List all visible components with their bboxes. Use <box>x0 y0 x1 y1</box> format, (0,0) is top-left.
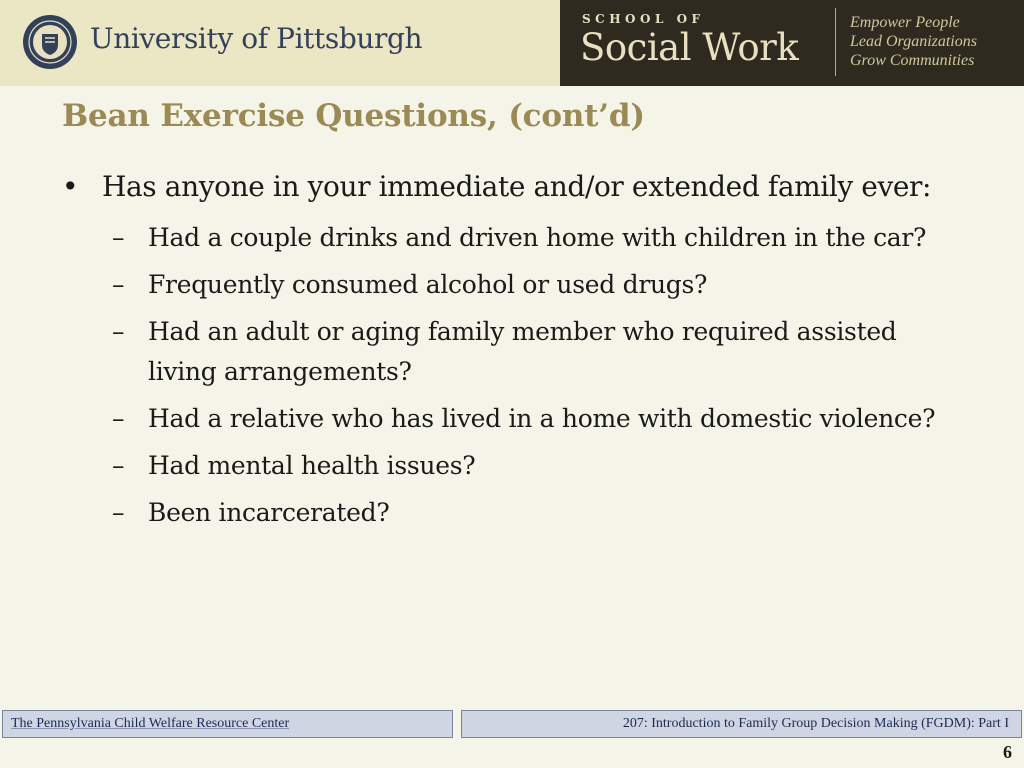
sub-bullet-mark: – <box>112 404 125 433</box>
bullet-item <box>62 166 982 208</box>
sub-bullet-item <box>112 399 982 439</box>
tagline-line: Grow Communities <box>850 52 975 69</box>
slide-title: Bean Exercise Questions, (cont’d) <box>62 98 645 134</box>
school-of-label: SCHOOL OF <box>582 12 705 26</box>
header-divider <box>835 8 836 76</box>
school-name: Social Work <box>580 26 799 69</box>
sub-bullet-mark: – <box>112 451 125 480</box>
sub-bullet-item <box>112 446 982 486</box>
sub-bullet-text: Had a couple drinks and driven home with children in the car? <box>148 223 927 252</box>
sub-bullet-text: Had an adult or aging family member who required assisted living arrangements? <box>148 317 897 386</box>
footer-organization-text: The Pennsylvania Child Welfare Resource Center <box>11 716 290 731</box>
school-tagline <box>850 13 977 70</box>
footer-course-title: 207: Introduction to Family Group Decision Making (FGDM): Part I <box>461 710 1022 738</box>
sub-bullet-item <box>112 312 982 392</box>
sub-bullet-mark: – <box>112 317 125 346</box>
slide-content <box>62 166 982 540</box>
university-name: University of Pittsburgh <box>90 22 423 55</box>
tagline-line: Empower People <box>850 14 960 31</box>
sub-bullet-item <box>112 493 982 533</box>
university-header <box>0 0 560 86</box>
sub-bullet-text: Had a relative who has lived in a home with domestic violence? <box>148 404 936 433</box>
sub-bullet-mark: – <box>112 223 125 252</box>
university-seal-icon <box>22 14 78 70</box>
sub-bullet-item <box>112 218 982 258</box>
sub-bullet-mark: – <box>112 270 125 299</box>
sub-bullet-item <box>112 265 982 305</box>
page-number: 6 <box>1003 742 1012 762</box>
footer-organization <box>2 710 453 738</box>
bullet-text: Has anyone in your immediate and/or extended family ever: <box>102 170 932 203</box>
bullet-mark: • <box>62 170 79 203</box>
sub-bullet-text: Had mental health issues? <box>148 451 476 480</box>
sub-bullet-list <box>62 218 982 533</box>
tagline-line: Lead Organizations <box>850 33 977 50</box>
sub-bullet-text: Been incarcerated? <box>148 498 390 527</box>
sub-bullet-text: Frequently consumed alcohol or used drugs? <box>148 270 708 299</box>
sub-bullet-mark: – <box>112 498 125 527</box>
